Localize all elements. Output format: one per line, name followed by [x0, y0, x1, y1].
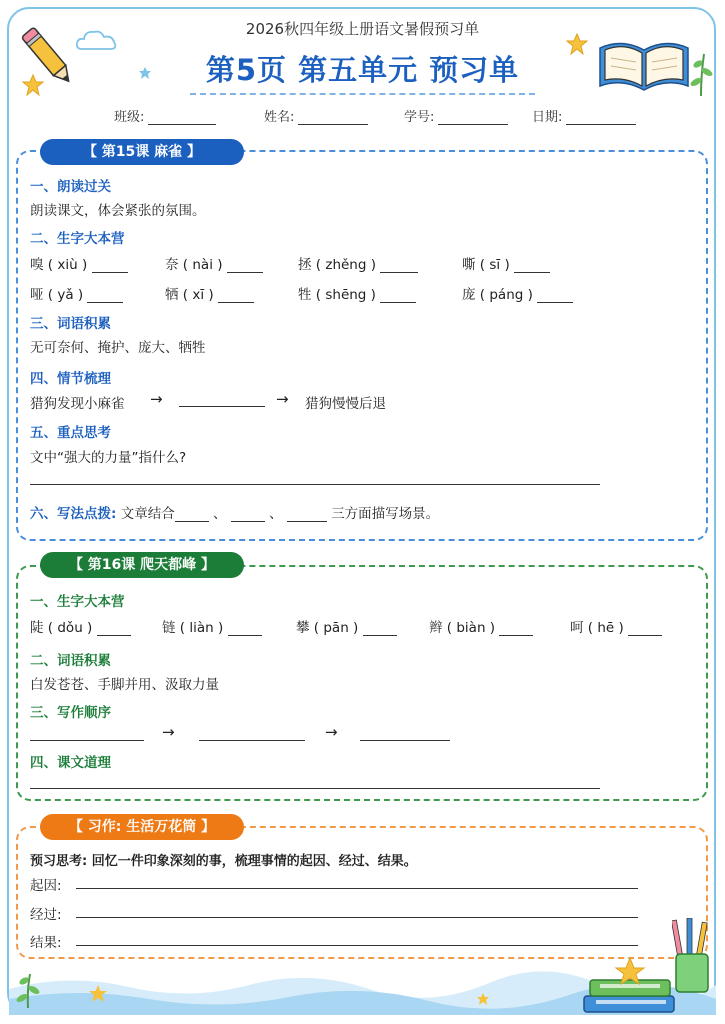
lesson15-think-question: 文中“强大的力量”指什么?	[30, 450, 187, 466]
lesson16-words-text: 白发苍苍、手脚并用、汲取力量	[30, 677, 219, 693]
char-blank[interactable]	[499, 622, 533, 636]
lesson15-think-title: 五、重点思考	[30, 425, 111, 441]
cause-line[interactable]	[76, 888, 638, 889]
student-id-blank[interactable]	[438, 112, 508, 125]
lesson15-words-text: 无可奈何、掩护、庞大、牺牲	[30, 340, 206, 356]
lesson16-chars-title: 一、生字大本营	[30, 594, 125, 610]
page-subtitle: 2026秋四年级上册语文暑假预习单	[245, 20, 480, 38]
lesson16-label: 【 第16课 爬天都峰 】	[40, 552, 244, 578]
char-blank[interactable]	[380, 259, 418, 273]
writing-prompt: 预习思考: 回忆一件印象深刻的事，梳理事情的起因、经过、结果。	[30, 854, 417, 869]
name-blank[interactable]	[298, 112, 368, 125]
book-stack-icon	[578, 956, 678, 1016]
page-title: 第5页 第五单元 预习单	[205, 53, 520, 87]
char-blank[interactable]	[628, 622, 662, 636]
plot-blank[interactable]	[179, 406, 265, 407]
answer-line[interactable]	[30, 484, 600, 485]
char-item: 攀 ( pān )	[296, 616, 397, 636]
lesson16-moral-title: 四、课文道理	[30, 755, 111, 771]
class-field[interactable]	[114, 106, 216, 125]
char-item: 牺 ( xī )	[165, 283, 254, 303]
name-field[interactable]	[264, 106, 368, 125]
char-blank[interactable]	[92, 259, 128, 273]
writing-box	[16, 826, 708, 959]
char-item: 辫 ( biàn )	[429, 616, 533, 636]
plot-end: 猎狗慢慢后退	[305, 396, 386, 412]
char-item: 拯 ( zhěng )	[298, 253, 418, 273]
star-icon	[476, 992, 490, 1006]
lesson15-label: 【 第15课 麻雀 】	[40, 139, 244, 165]
tip-blank[interactable]	[231, 508, 265, 522]
result-label: 结果:	[30, 935, 62, 951]
plant-icon	[14, 972, 42, 1008]
char-blank[interactable]	[380, 289, 416, 303]
student-id-field[interactable]	[404, 106, 508, 125]
star-icon	[88, 984, 108, 1004]
plot-start: 猎狗发现小麻雀	[30, 396, 125, 412]
arrow-icon: →	[150, 390, 163, 408]
lesson15-chars-title: 二、生字大本营	[30, 231, 125, 247]
lesson15-words-title: 三、词语积累	[30, 316, 111, 332]
arrow-icon: →	[325, 723, 338, 741]
char-blank[interactable]	[537, 289, 573, 303]
char-item: 庞 ( páng )	[462, 283, 573, 303]
char-item: 陡 ( dǒu )	[30, 616, 131, 636]
char-item: 嗅 ( xiù )	[30, 253, 128, 273]
order-blank[interactable]	[199, 740, 305, 741]
lesson15-writing-tip: 六、写法点拨: 文章结合 、 、 三方面描写场景。	[30, 506, 440, 522]
writing-tip-title: 六、写法点拨:	[30, 506, 117, 522]
char-item: 呵 ( hē )	[570, 616, 662, 636]
char-blank[interactable]	[228, 622, 262, 636]
tip-blank[interactable]	[175, 508, 209, 522]
writing-label: 【 习作: 生活万花筒 】	[40, 814, 244, 840]
date-field[interactable]	[532, 106, 636, 125]
char-item: 嘶 ( sī )	[462, 253, 550, 273]
order-blank[interactable]	[360, 740, 450, 741]
date-blank[interactable]	[566, 112, 636, 125]
date-label: 日期:	[532, 110, 563, 125]
char-blank[interactable]	[514, 259, 550, 273]
char-item: 奈 ( nài )	[165, 253, 263, 273]
char-item: 牲 ( shēng )	[298, 283, 416, 303]
arrow-icon: →	[162, 723, 175, 741]
lesson16-words-title: 二、词语积累	[30, 653, 111, 669]
char-blank[interactable]	[363, 622, 397, 636]
lesson15-reading-title: 一、朗读过关	[30, 179, 111, 195]
pencil-cup-icon	[672, 918, 712, 994]
lesson16-order-title: 三、写作顺序	[30, 705, 111, 721]
class-blank[interactable]	[148, 112, 216, 125]
lesson15-plot-title: 四、情节梳理	[30, 371, 111, 387]
char-blank[interactable]	[97, 622, 131, 636]
process-line[interactable]	[76, 917, 638, 918]
result-line[interactable]	[76, 945, 638, 946]
answer-line[interactable]	[30, 788, 600, 789]
char-blank[interactable]	[227, 259, 263, 273]
tip-blank[interactable]	[287, 508, 327, 522]
name-label: 姓名:	[264, 110, 295, 125]
title-divider	[190, 93, 535, 95]
process-label: 经过:	[30, 907, 62, 923]
char-blank[interactable]	[218, 289, 254, 303]
char-item: 哑 ( yǎ )	[30, 283, 123, 303]
order-blank[interactable]	[30, 740, 144, 741]
arrow-icon: →	[276, 390, 289, 408]
lesson15-reading-text: 朗读课文，体会紧张的氛围。	[30, 203, 206, 219]
class-label: 班级:	[114, 110, 145, 125]
char-item: 链 ( liàn )	[162, 616, 262, 636]
student-id-label: 学号:	[404, 110, 435, 125]
char-blank[interactable]	[87, 289, 123, 303]
cause-label: 起因:	[30, 878, 62, 894]
